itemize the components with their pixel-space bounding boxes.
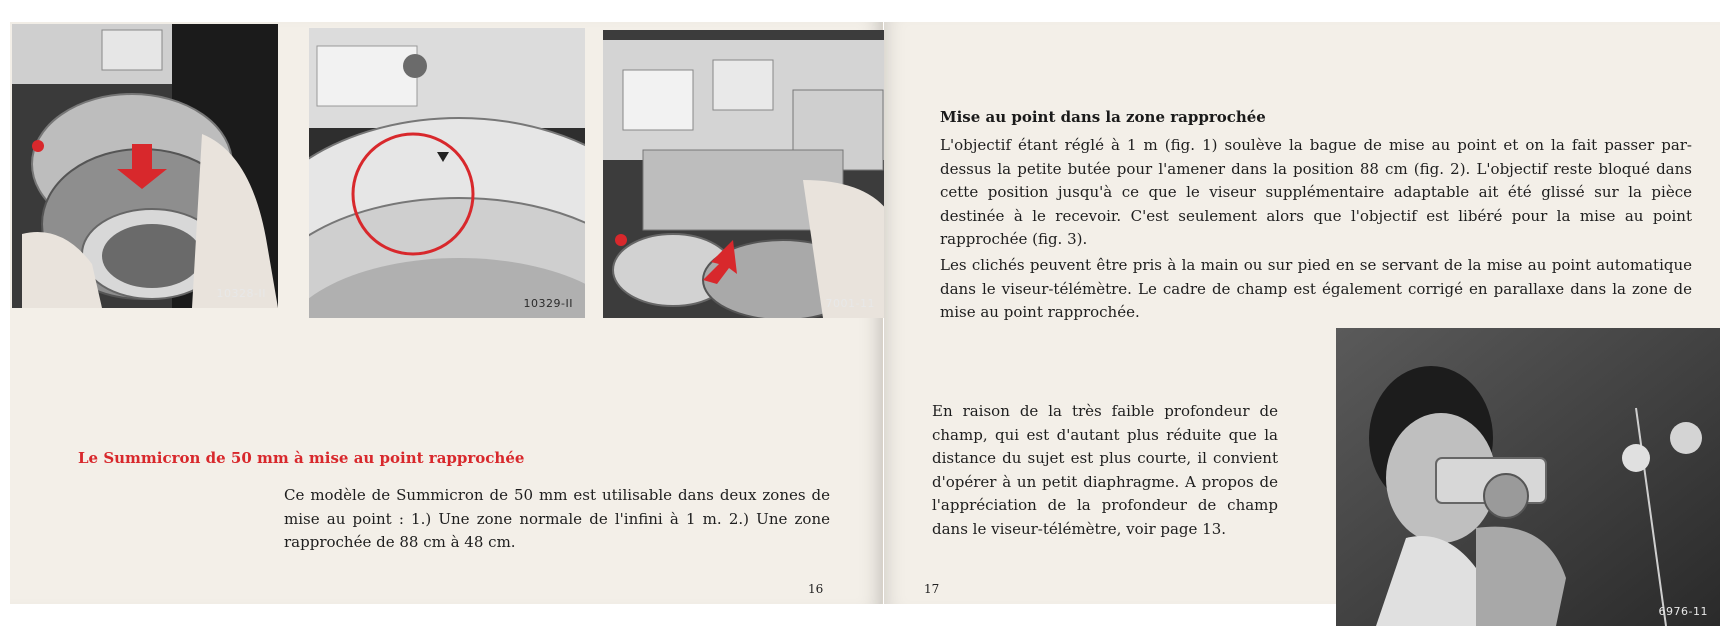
summicron-heading: Le Summicron de 50 mm à mise au point rapprochée: [78, 449, 525, 467]
photographer-photo: [1336, 328, 1720, 626]
close-focus-paragraph-2: Les clichés peuvent être pris à la main ou sur pied en se servant de la mise au point automatique dans le viseur-télémètre. Le cadre de champ est également corrigé en parallaxe dans la zone de mise au point rapprochée.: [940, 256, 1692, 321]
focus-scale-illustration: [309, 28, 585, 318]
left-page: [10, 22, 883, 604]
depth-of-field-paragraph: En raison de la très faible profondeur de champ, qui est d'autant plus réduite que la distance du sujet est plus courte, il convient d'opérer à un petit diaphragme. A propos de l'appréciation de la profondeur de champ dans le viseur-télémètre, voir page 13.: [932, 402, 1278, 538]
figure-3-label: 7001-11: [825, 297, 875, 310]
summicron-description: Ce modèle de Summicron de 50 mm est utilisable dans deux zones de mise au point : 1.) Une zone normale de l'infini à 1 m. 2.) Une zone rapprochée de 88 cm à 48 cm.: [284, 486, 830, 551]
figure-3-camera-photo: [603, 30, 887, 318]
lens-illustration: [12, 24, 278, 308]
figure-1-lens-photo: [12, 24, 278, 308]
figure-1-label: 10328-II: [216, 287, 266, 300]
photographer-illustration: [1336, 328, 1720, 626]
figure-2-label: 10329-II: [523, 297, 573, 310]
close-focus-paragraph-1: L'objectif étant réglé à 1 m (fig. 1) soulève la bague de mise au point et on la fait passer par-dessus la petite butée pour l'amener dans la position 88 cm (fig. 2). L'objectif reste bloqué dans cette position jusqu'à ce que le viseur supplémentaire adaptable ait été glissé sur la pièce destinée à le recevoir. C'est seulement alors que l'objectif est libéré pour la mise au point rapprochée (fig. 3).: [940, 136, 1692, 248]
page-number-16: 16: [808, 582, 824, 596]
photographer-photo-label: 6976-11: [1658, 605, 1708, 618]
figure-2-focus-scale-photo: [309, 28, 585, 318]
right-page: [884, 22, 1720, 618]
close-focus-heading: Mise au point dans la zone rapprochée: [940, 108, 1266, 126]
camera-illustration: [603, 30, 887, 318]
page-number-17: 17: [924, 582, 940, 596]
